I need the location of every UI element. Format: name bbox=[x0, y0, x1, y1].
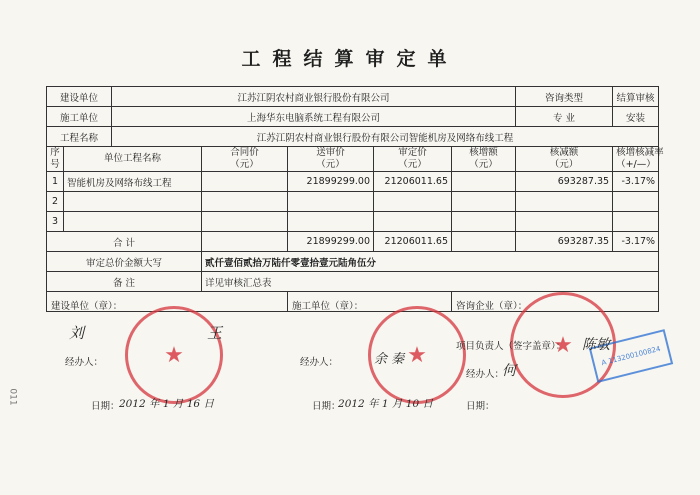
constr-date-value: 2012 年 1 月 10 日 bbox=[338, 398, 433, 410]
row-submit: 21899299.00 bbox=[288, 172, 374, 192]
row-contract bbox=[202, 172, 288, 192]
project-name-value: 江苏江阴农村商业银行股份有限公司智能机房及网络布线工程 bbox=[112, 127, 659, 147]
header-item: 单位工程名称 bbox=[64, 147, 202, 172]
consult-date-label: 日期： bbox=[466, 401, 495, 412]
build-handwriting: 刘 bbox=[69, 324, 85, 342]
row-item: 智能机房及网络布线工程 bbox=[64, 172, 202, 192]
row-decrease: 693287.35 bbox=[516, 172, 613, 192]
header-approved: 审定价 （元） bbox=[374, 147, 452, 172]
constr-date-label: 日期： bbox=[312, 401, 341, 412]
constr-agent-label: 经办人： bbox=[300, 357, 339, 368]
constr-unit-seal: ★ bbox=[368, 306, 466, 404]
specialty-value: 安装 bbox=[613, 107, 659, 127]
margin-note: 011 bbox=[7, 388, 18, 406]
signature-row bbox=[47, 292, 659, 312]
constr-unit-label: 施工单位 bbox=[47, 107, 112, 127]
table-row bbox=[47, 172, 659, 192]
consult-agent-label: 经办人： bbox=[466, 369, 505, 380]
approved-caps-label: 审定总价金额大写 bbox=[47, 252, 202, 272]
document-title: 工程结算审定单 bbox=[241, 48, 459, 70]
remark-label: 备 注 bbox=[47, 272, 202, 292]
consult-sign-label: 咨询企业（章）： bbox=[456, 301, 528, 312]
consult-type-value: 结算审核 bbox=[613, 87, 659, 107]
total-row bbox=[47, 232, 659, 252]
build-sign-label: 建设单位（章）： bbox=[51, 301, 123, 312]
header-rate: 核增核减率 （+/—） bbox=[613, 147, 659, 172]
approved-caps-value: 贰仟壹佰贰拾万陆仟零壹拾壹元陆角伍分 bbox=[202, 252, 659, 272]
row-decrease bbox=[516, 212, 613, 232]
row-approved bbox=[374, 192, 452, 212]
build-unit-label: 建设单位 bbox=[47, 87, 112, 107]
total-increase bbox=[452, 232, 516, 252]
row-increase bbox=[452, 172, 516, 192]
total-submit: 21899299.00 bbox=[288, 232, 374, 252]
header-increase: 核增额 （元） bbox=[452, 147, 516, 172]
build-unit-row bbox=[47, 87, 659, 107]
consult-type-label: 咨询类型 bbox=[516, 87, 613, 107]
qualification-stamp-number: A 113200100824 bbox=[600, 344, 662, 368]
build-unit-seal: ★ bbox=[125, 306, 223, 404]
header-seq: 序号 bbox=[47, 147, 64, 172]
row-rate bbox=[613, 192, 659, 212]
constr-unit-row bbox=[47, 107, 659, 127]
row-item bbox=[64, 212, 202, 232]
build-date-value: 2012 年 1 月 16 日 bbox=[119, 398, 214, 410]
project-name-label: 工程名称 bbox=[47, 127, 112, 147]
total-decrease: 693287.35 bbox=[516, 232, 613, 252]
approved-caps-row bbox=[47, 252, 659, 272]
table-row bbox=[47, 212, 659, 232]
consult-company-seal: ★ bbox=[510, 292, 616, 398]
row-rate: -3.17% bbox=[613, 172, 659, 192]
row-rate bbox=[613, 212, 659, 232]
specialty-label: 专 业 bbox=[516, 107, 613, 127]
consult-signature-cell bbox=[452, 292, 662, 412]
consult-lead-label: 项目负责人（签字盖章）： bbox=[456, 341, 566, 352]
row-item bbox=[64, 192, 202, 212]
table-header bbox=[47, 147, 659, 172]
row-seq: 2 bbox=[47, 192, 64, 212]
remark-row bbox=[47, 272, 659, 292]
row-contract bbox=[202, 212, 288, 232]
header-contract: 合同价 （元） bbox=[202, 147, 288, 172]
row-approved: 21206011.65 bbox=[374, 172, 452, 192]
project-name-row bbox=[47, 127, 659, 147]
build-agent-label: 经办人： bbox=[65, 357, 104, 368]
header-decrease: 核减额 （元） bbox=[516, 147, 613, 172]
constr-unit-value: 上海华东电脑系统工程有限公司 bbox=[112, 107, 516, 127]
total-approved: 21206011.65 bbox=[374, 232, 452, 252]
header-submit: 送审价 （元） bbox=[288, 147, 374, 172]
row-increase bbox=[452, 212, 516, 232]
row-seq: 3 bbox=[47, 212, 64, 232]
build-signature-cell bbox=[47, 292, 288, 412]
build-date-label: 日期： bbox=[91, 401, 120, 412]
remark-value: 详见审核汇总表 bbox=[202, 272, 659, 292]
total-contract bbox=[202, 232, 288, 252]
consult-agent-signature: 何 bbox=[502, 363, 517, 379]
row-contract bbox=[202, 192, 288, 212]
row-decrease bbox=[516, 192, 613, 212]
row-increase bbox=[452, 192, 516, 212]
consult-lead-signature: 陈敏 bbox=[582, 337, 611, 353]
build-unit-value: 江苏江阴农村商业银行股份有限公司 bbox=[112, 87, 516, 107]
row-approved bbox=[374, 212, 452, 232]
row-seq: 1 bbox=[47, 172, 64, 192]
constr-sign-label: 施工单位（章）： bbox=[292, 301, 364, 312]
row-submit bbox=[288, 192, 374, 212]
build-signature: 王 bbox=[207, 324, 223, 342]
total-label: 合 计 bbox=[47, 232, 202, 252]
table-row bbox=[47, 192, 659, 212]
constr-signature: 余 秦 bbox=[374, 352, 405, 367]
constr-signature-cell bbox=[288, 292, 452, 412]
total-rate: -3.17% bbox=[613, 232, 659, 252]
settlement-form bbox=[46, 86, 664, 412]
row-submit bbox=[288, 212, 374, 232]
